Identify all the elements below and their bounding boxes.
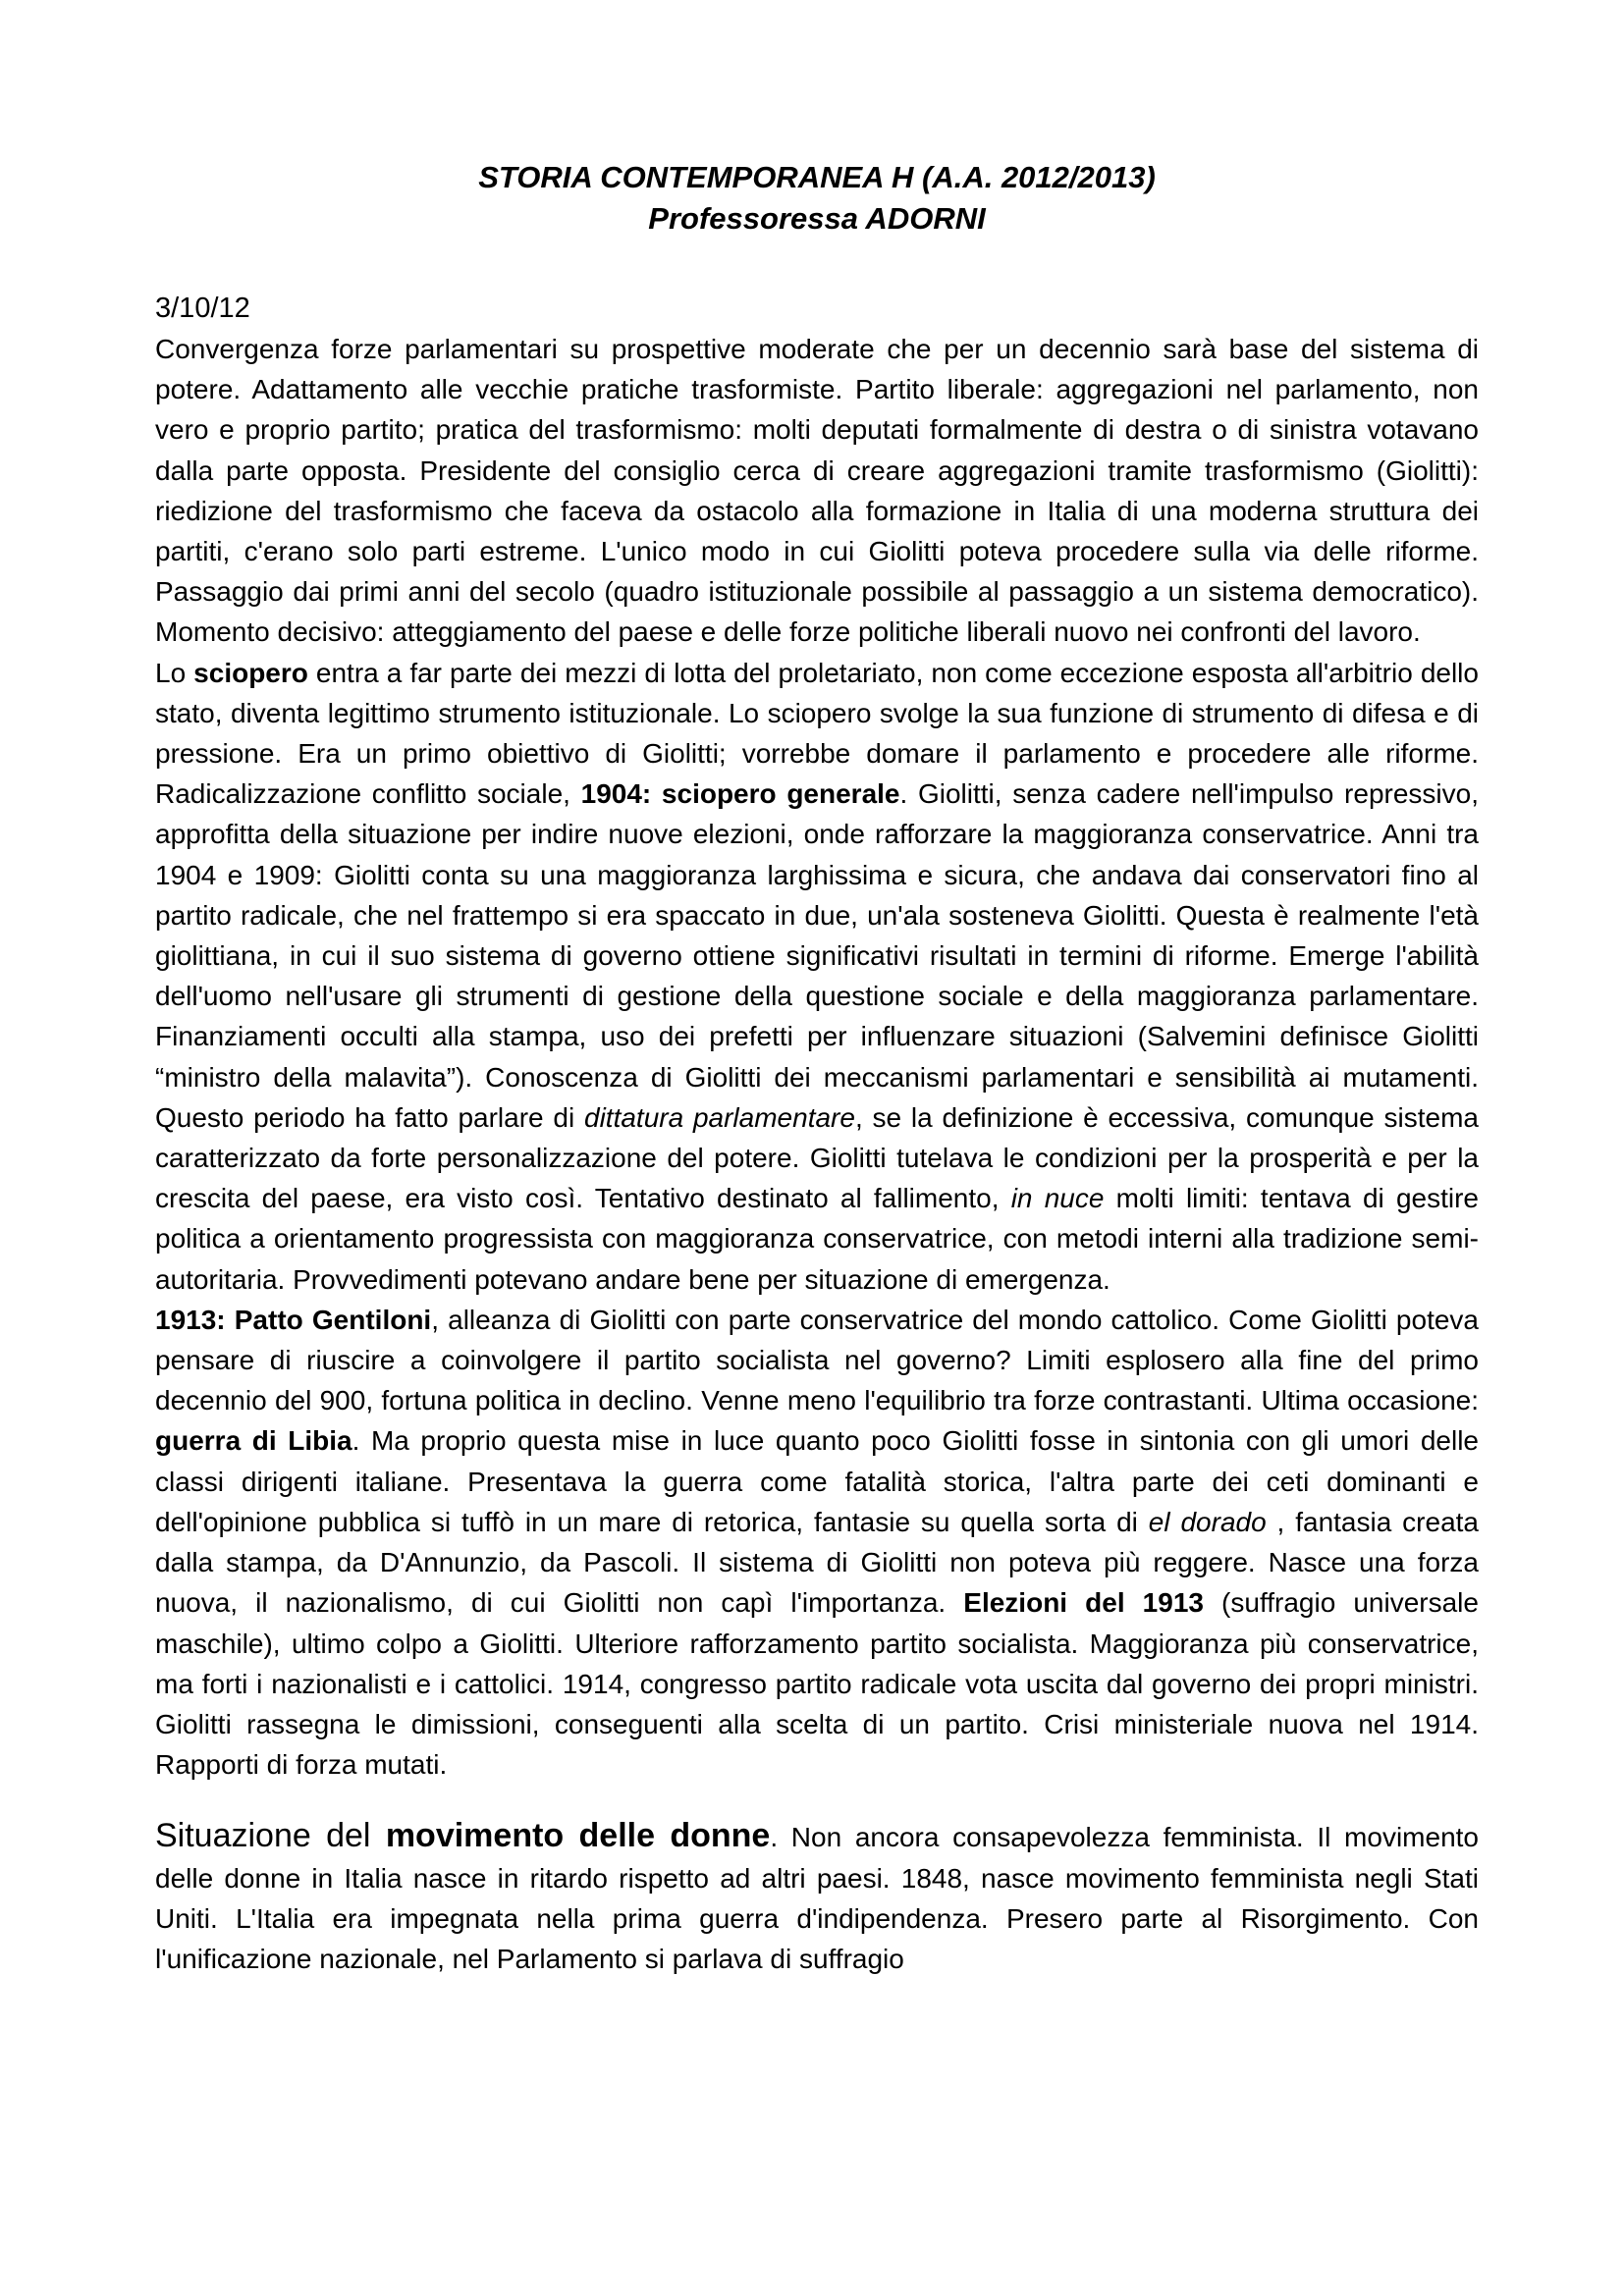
bold-term: Elezioni del 1913 xyxy=(963,1587,1204,1619)
text-run: . Giolitti, senza cadere nell'impulso repressivo, approfitta della situazione per indire nuove elezioni, onde rafforzare la maggioranza conservatrice. Anni tra 1904 e 1909: Giolitti conta su una maggioranza larghissima e sicura, che andava dai conservatori fino al partito radicale, che nel frattempo si era spaccato in due, un'ala sosteneva Giolitti. Questa è realmente l'età giolittiana, in cui il suo sistema di governo ottiene significativi risultati in termini di riforme. Emerge l'abilità dell'uomo nell'usare gli strumenti di gestione della questione sociale e della maggioranza parlamentare. Finanziamenti occulti alla stampa, uso dei prefetti per influenzare situazioni (Salvemini definisce Giolitti “ministro della malavita”). Conoscenza di Giolitti dei meccanismi parlamentari e sensibilità ai mutamenti. Questo periodo ha fatto parlare di xyxy=(155,778,1479,1133)
text-run: (suffragio universale maschile), ultimo colpo a Giolitti. Ulteriore rafforzamento partito socialista. Maggioranza più conservatrice, ma forti i nazionalisti e i cattolici. 1914, congresso partito radicale vota uscita dal governo dei propri ministri. Giolitti rassegna le dimissioni, conseguenti alla scelta di un partito. Crisi ministeriale nuova nel 1914. Rapporti di forza mutati. xyxy=(155,1587,1479,1781)
bold-term: 1913: Patto Gentiloni xyxy=(155,1304,432,1335)
document-subtitle: Professoressa ADORNI xyxy=(648,201,986,236)
bold-term: movimento delle donne xyxy=(385,1817,771,1855)
paragraph-sciopero xyxy=(155,653,1479,1300)
paragraph-convergenza xyxy=(155,329,1479,653)
document-title: STORIA CONTEMPORANEA H (A.A. 2012/2013) xyxy=(478,160,1156,194)
section-lead-text: Situazione del xyxy=(155,1817,386,1855)
text-run: Lo xyxy=(155,657,194,688)
bold-term: guerra di Libia xyxy=(155,1425,352,1457)
bold-term: sciopero xyxy=(193,657,308,688)
title-block xyxy=(155,157,1479,240)
text-run: . Non ancora consapevolezza femminista. Il movimento delle donne in Italia nasce in ritardo rispetto ad altri paesi. 1848, nasce movimento femminista negli Stati Uniti. L'Italia era impegnata nella prima guerra d'indipendenza. Presero parte al Risorgimento. Con l'unificazione nazionale, nel Parlamento si parlava di suffragio xyxy=(155,1822,1479,1974)
text-run: molti limiti: tentava di gestire politica a orientamento progressista con maggioranza conservatrice, con metodi interni alla tradizione semi-autoritaria. Provvedimenti potevano andare bene per situazione di emergenza. xyxy=(155,1183,1479,1295)
text-run: . Ma proprio questa mise in luce quanto poco Giolitti fosse in sintonia con gli umori delle classi dirigenti italiane. Presentava la guerra come fatalità storica, l'altra parte dei ceti dominanti e dell'opinione pubblica si tuffò in un mare di retorica, fantasie su quella sorta di xyxy=(155,1425,1479,1537)
paragraph-movimento-donne xyxy=(155,1816,1479,1979)
bold-term: 1904: sciopero generale xyxy=(580,778,900,810)
document-page xyxy=(155,157,1479,1979)
paragraph-text: Convergenza forze parlamentari su prospettive moderate che per un decennio sarà base del sistema di potere. Adattamento alle vecchie pratiche trasformiste. Partito liberale: aggregazioni nel parlamento, non vero e proprio partito; pratica del trasformismo: molti deputati formalmente di destra o di sinistra votavano dalla parte opposta. Presidente del consiglio cerca di creare aggregazioni tramite trasformismo (Giolitti): riedizione del trasformismo che faceva da ostacolo alla formazione in Italia di una moderna struttura dei partiti, c'erano solo parti estreme. L'unico modo in cui Giolitti poteva procedere sulla via delle riforme. Passaggio dai primi anni del secolo (quadro istituzionale possibile al passaggio a un sistema democratico). Momento decisivo: atteggiamento del paese e delle forze politiche liberali nuovo nei confronti del lavoro. xyxy=(155,334,1479,648)
text-run: entra a far parte dei mezzi di lotta del proletariato, non come eccezione esposta all'arbitrio dello stato, diventa legittimo strumento istituzionale. Lo sciopero svolge la sua funzione di strumento di difesa e di pressione. Era un primo obiettivo di Giolitti; vorrebbe domare il parlamento e procedere alle riforme. Radicalizzazione conflitto sociale, xyxy=(155,657,1479,810)
italic-term: dittatura parlamentare xyxy=(584,1101,855,1133)
entry-date: 3/10/12 xyxy=(155,293,250,324)
text-run: , se la definizione è eccessiva, comunque sistema caratterizzato da forte personalizzazione del potere. Giolitti tutelava le condizioni per la prosperità e per la crescita del paese, era visto così. Tentativo destinato al fallimento, xyxy=(155,1101,1480,1214)
section-lead xyxy=(155,1817,770,1854)
paragraph-patto-gentiloni xyxy=(155,1300,1479,1785)
italic-term: in nuce xyxy=(1010,1183,1105,1214)
italic-term: el dorado xyxy=(1148,1506,1267,1537)
text-run: , alleanza di Giolitti con parte conservatrice del mondo cattolico. Come Giolitti poteva pensare di riuscire a coinvolgere il partito socialista nel governo? Limiti esplosero alla fine del primo decennio del 900, fortuna politica in declino. Venne meno l'equilibrio tra forze contrastanti. Ultima occasione: xyxy=(155,1304,1479,1416)
text-run: , fantasia creata dalla stampa, da D'Annunzio, da Pascoli. Il sistema di Giolitti non poteva più reggere. Nasce una forza nuova, il nazionalismo, di cui Giolitti non capì l'importanza. xyxy=(155,1506,1479,1619)
